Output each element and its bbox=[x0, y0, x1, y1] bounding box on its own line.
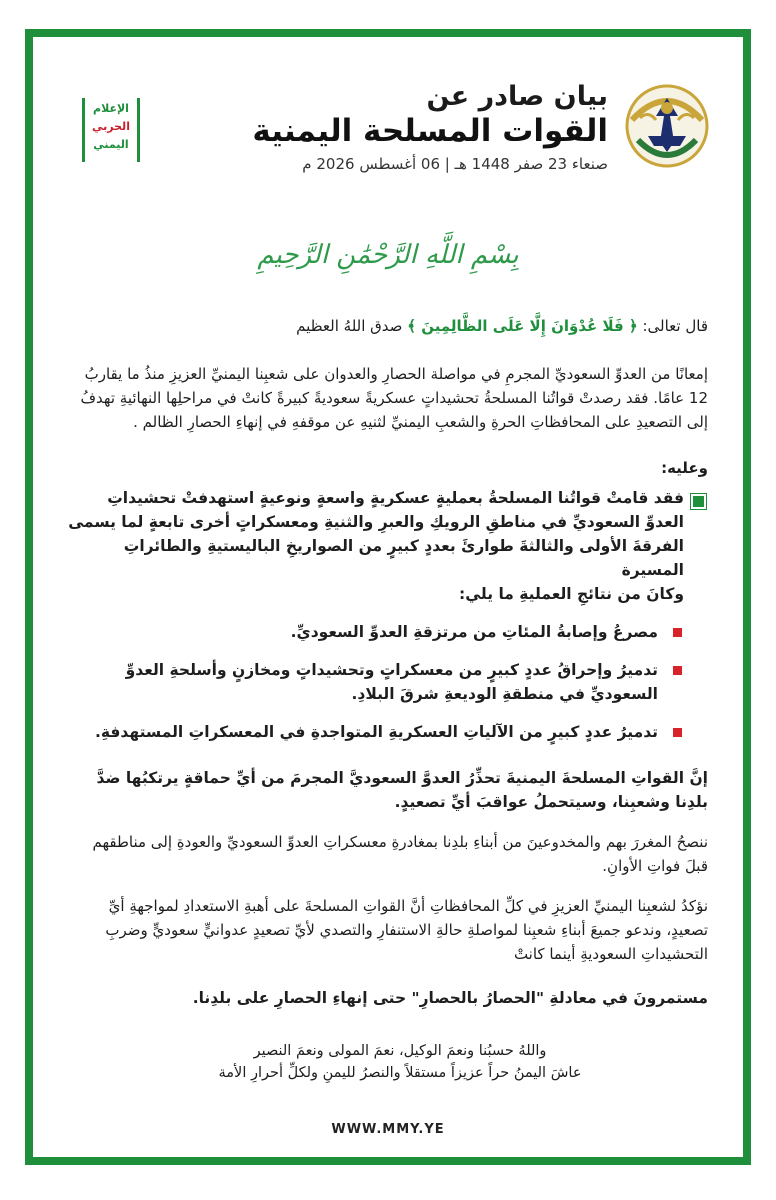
verse-line bbox=[68, 314, 708, 338]
operation-text: فقد قامتْ قواتُنا المسلحةُ بعمليةٍ عسكريةٍ واسعةٍ ونوعيةٍ استهدفتْ تحشيداتِ العدوِّ السعوديِّ في مناطقِ الرويكِ والعبرِ والثنيةِ ومعسكراتٍ أخرى تابعةٍ لما يسمى الفرقةَ الأولى والثالثةَ طوارئَ بعددٍ كبيرٍ من الصواريخِ الباليستيةِ والطائراتِ المسيرة bbox=[68, 489, 684, 579]
advice-paragraph: ننصحُ المغررَ بهم والمخدوعينَ من أبناءِ بلدِنا بمغادرةِ معسكراتِ العدوِّ السعوديِّ والعودةِ إلى مناطقهم قبلَ فواتِ الأوانِ. bbox=[92, 833, 708, 875]
continue-paragraph: مستمرونَ في معادلةِ "الحصارُ بالحصارِ" حتى إنهاءِ الحصارِ على بلدِنا. bbox=[192, 989, 708, 1007]
armed-forces-emblem-icon bbox=[618, 80, 716, 172]
result-text: تدميرُ وإحراقُ عددٍ كبيرٍ من معسكراتٍ وتحشيداتٍ ومخازنٍ وأسلحةِ العدوِّ السعوديِّ في منطقةِ الوديعةِ شرقَ البلادِ. bbox=[125, 661, 658, 703]
closing-line2: عاشَ اليمنُ حراً عزيزاً مستقلاً والنصرُ لليمنِ ولكلِّ أحرارِ الأمة bbox=[218, 1065, 582, 1081]
closing-block bbox=[200, 1040, 600, 1084]
header bbox=[0, 0, 776, 200]
verse-quran: ﴿ فَلَا عُدْوَانَ إِلَّا عَلَى الظَّالِمِينَ ﴾ bbox=[407, 317, 638, 335]
green-bullet-icon bbox=[691, 494, 706, 509]
confirm-paragraph: نؤكدُ لشعبِنا اليمنيِّ العزيزِ في كلِّ المحافظاتِ أنَّ القواتِ المسلحةَ على أهبةِ الاستعدادِ لمواجهةِ أيِّ تصعيدٍ، وندعو جميعَ أبناءِ شعبِنا لمواصلةِ حالةِ الاستنفارِ والتصدي لأيِّ تصعيدٍ عدوانيٍّ سعوديٍّ وضربِ التحشيداتِ السعوديةِ أينما كانتْ bbox=[105, 897, 708, 963]
result-text: مصرعُ وإصابةُ المئاتِ من مرتزقةِ العدوِّ السعوديِّ. bbox=[290, 623, 658, 641]
list-item bbox=[68, 658, 708, 706]
red-bullet-icon bbox=[673, 728, 682, 737]
results-list bbox=[68, 620, 708, 744]
intro-paragraph: إمعانًا من العدوِّ السعوديِّ المجرمِ في مواصلة الحصارِ والعدوان على شعبِنا اليمنيِّ العزيزِ منذُ ما يقاربُ 12 عامًا. فقد رصدتْ قواتُنا المسلحةُ تحشيداتٍ عسكريةً سعوديةً كبيرةً كانتْ في مراحلِها النهائيةِ تهدفُ إلى التصعيدِ على المحافظاتِ الحرةِ والشعبِ اليمنيِّ لثنيهِ عن موقفهِ في إنهاءِ الحصارِ الظالم . bbox=[80, 365, 708, 431]
basmala: بِسْمِ اللَّهِ الرَّحْمَٰنِ الرَّحِيمِ bbox=[257, 240, 519, 270]
page-title: القوات المسلحة اليمنية bbox=[252, 113, 608, 149]
red-bullet-icon bbox=[673, 666, 682, 675]
statement-body bbox=[68, 314, 708, 1010]
media-logo-line3: اليمني bbox=[93, 138, 129, 151]
dateline: صنعاء 23 صفر 1448 هـ | 06 أغسطس 2026 م bbox=[302, 155, 608, 173]
war-media-logo bbox=[82, 98, 140, 162]
operation-item bbox=[68, 486, 708, 606]
therefore-label: وعليه: bbox=[661, 459, 708, 477]
warning-paragraph: إنَّ القواتِ المسلحةَ اليمنيةَ تحذِّرُ العدوَّ السعوديَّ المجرمَ من أيِّ حماقةٍ يرتكبُها ضدَّ بلدِنا وشعبِنا، وسيتحملُ عواقبَ أيِّ تصعيدٍ. bbox=[96, 769, 708, 811]
verse-suffix: صدق اللهُ العظيم bbox=[296, 317, 403, 335]
results-intro: وكانَ من نتائجِ العمليةِ ما يلي: bbox=[459, 585, 684, 603]
verse-prefix: قال تعالى: bbox=[642, 317, 708, 335]
title-block bbox=[188, 82, 608, 176]
list-item bbox=[68, 620, 708, 644]
title-line1: بيان صادر عن bbox=[426, 81, 608, 112]
red-bullet-icon bbox=[673, 628, 682, 637]
media-logo-line2: الحربي bbox=[92, 120, 130, 133]
closing-line1: واللهُ حسبُنا ونعمَ الوكيل، نعمَ المولى ونعمَ النصير bbox=[253, 1043, 547, 1059]
result-text: تدميرُ عددٍ كبيرٍ من الآلياتِ العسكريةِ المتواجدةِ في المعسكراتِ المستهدفةِ. bbox=[94, 723, 658, 741]
list-item bbox=[68, 720, 708, 744]
website-link[interactable]: WWW.MMY.YE bbox=[331, 1122, 445, 1137]
media-logo-line1: الإعلام bbox=[93, 102, 129, 115]
